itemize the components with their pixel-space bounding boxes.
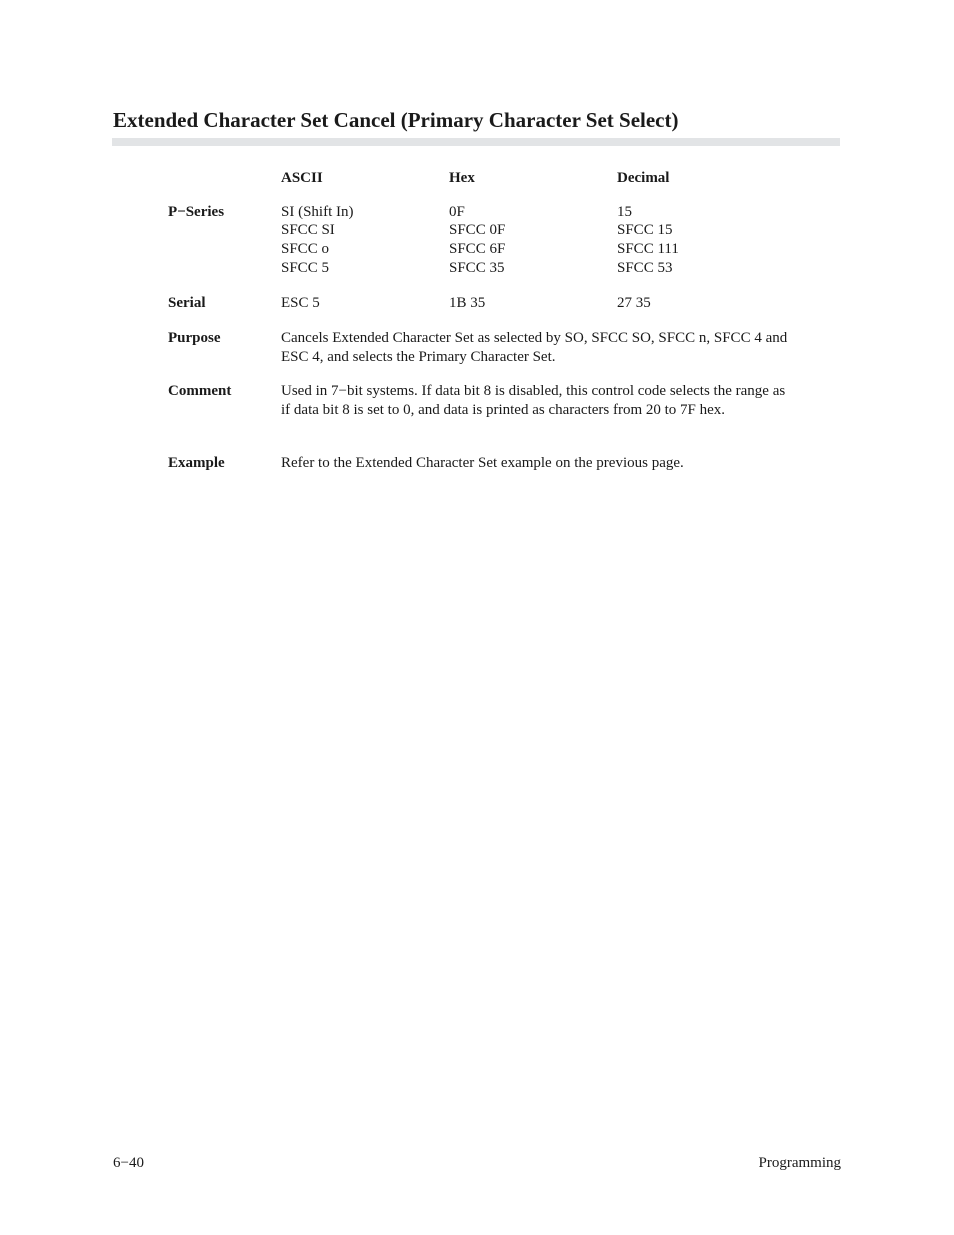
serial-ascii: ESC 5 [281, 295, 320, 311]
pseries-decimal-4: SFCC 53 [617, 260, 673, 276]
pseries-decimal-3: SFCC 111 [617, 241, 679, 257]
footer-section-name: Programming [758, 1155, 841, 1171]
pseries-ascii-2: SFCC SI [281, 222, 335, 238]
pseries-label: P−Series [168, 204, 225, 220]
column-header-decimal: Decimal [617, 170, 670, 186]
pseries-ascii-1: SI (Shift In) [281, 204, 354, 220]
serial-label: Serial [168, 295, 206, 311]
comment-text: Used in 7−bit systems. If data bit 8 is disabled, this control code selects the range as if data bit 8 is set to 0, and data is printed as characters from 20 to 7F hex. [281, 383, 786, 418]
title-underline-bar [112, 138, 840, 146]
purpose-text: Cancels Extended Character Set as selected by SO, SFCC SO, SFCC n, SFCC 4 and ESC 4, and selects the Primary Character Set. [281, 330, 788, 365]
pseries-hex-2: SFCC 0F [449, 222, 506, 238]
pseries-ascii-4: SFCC 5 [281, 260, 329, 276]
pseries-decimal-1: 15 [617, 204, 632, 220]
example-text: Refer to the Extended Character Set example on the previous page. [281, 455, 684, 471]
serial-hex: 1B 35 [449, 295, 486, 311]
pseries-hex-4: SFCC 35 [449, 260, 505, 276]
pseries-hex-1: 0F [449, 204, 465, 220]
page-title: Extended Character Set Cancel (Primary Character Set Select) [113, 108, 679, 132]
pseries-decimal-2: SFCC 15 [617, 222, 673, 238]
purpose-label: Purpose [168, 330, 221, 346]
serial-decimal: 27 35 [617, 295, 651, 311]
pseries-hex-3: SFCC 6F [449, 241, 506, 257]
footer-page-number: 6−40 [113, 1155, 144, 1171]
comment-label: Comment [168, 383, 232, 399]
column-header-hex: Hex [449, 170, 475, 186]
pseries-ascii-3: SFCC o [281, 241, 329, 257]
example-label: Example [168, 455, 225, 471]
column-header-ascii: ASCII [281, 170, 323, 186]
